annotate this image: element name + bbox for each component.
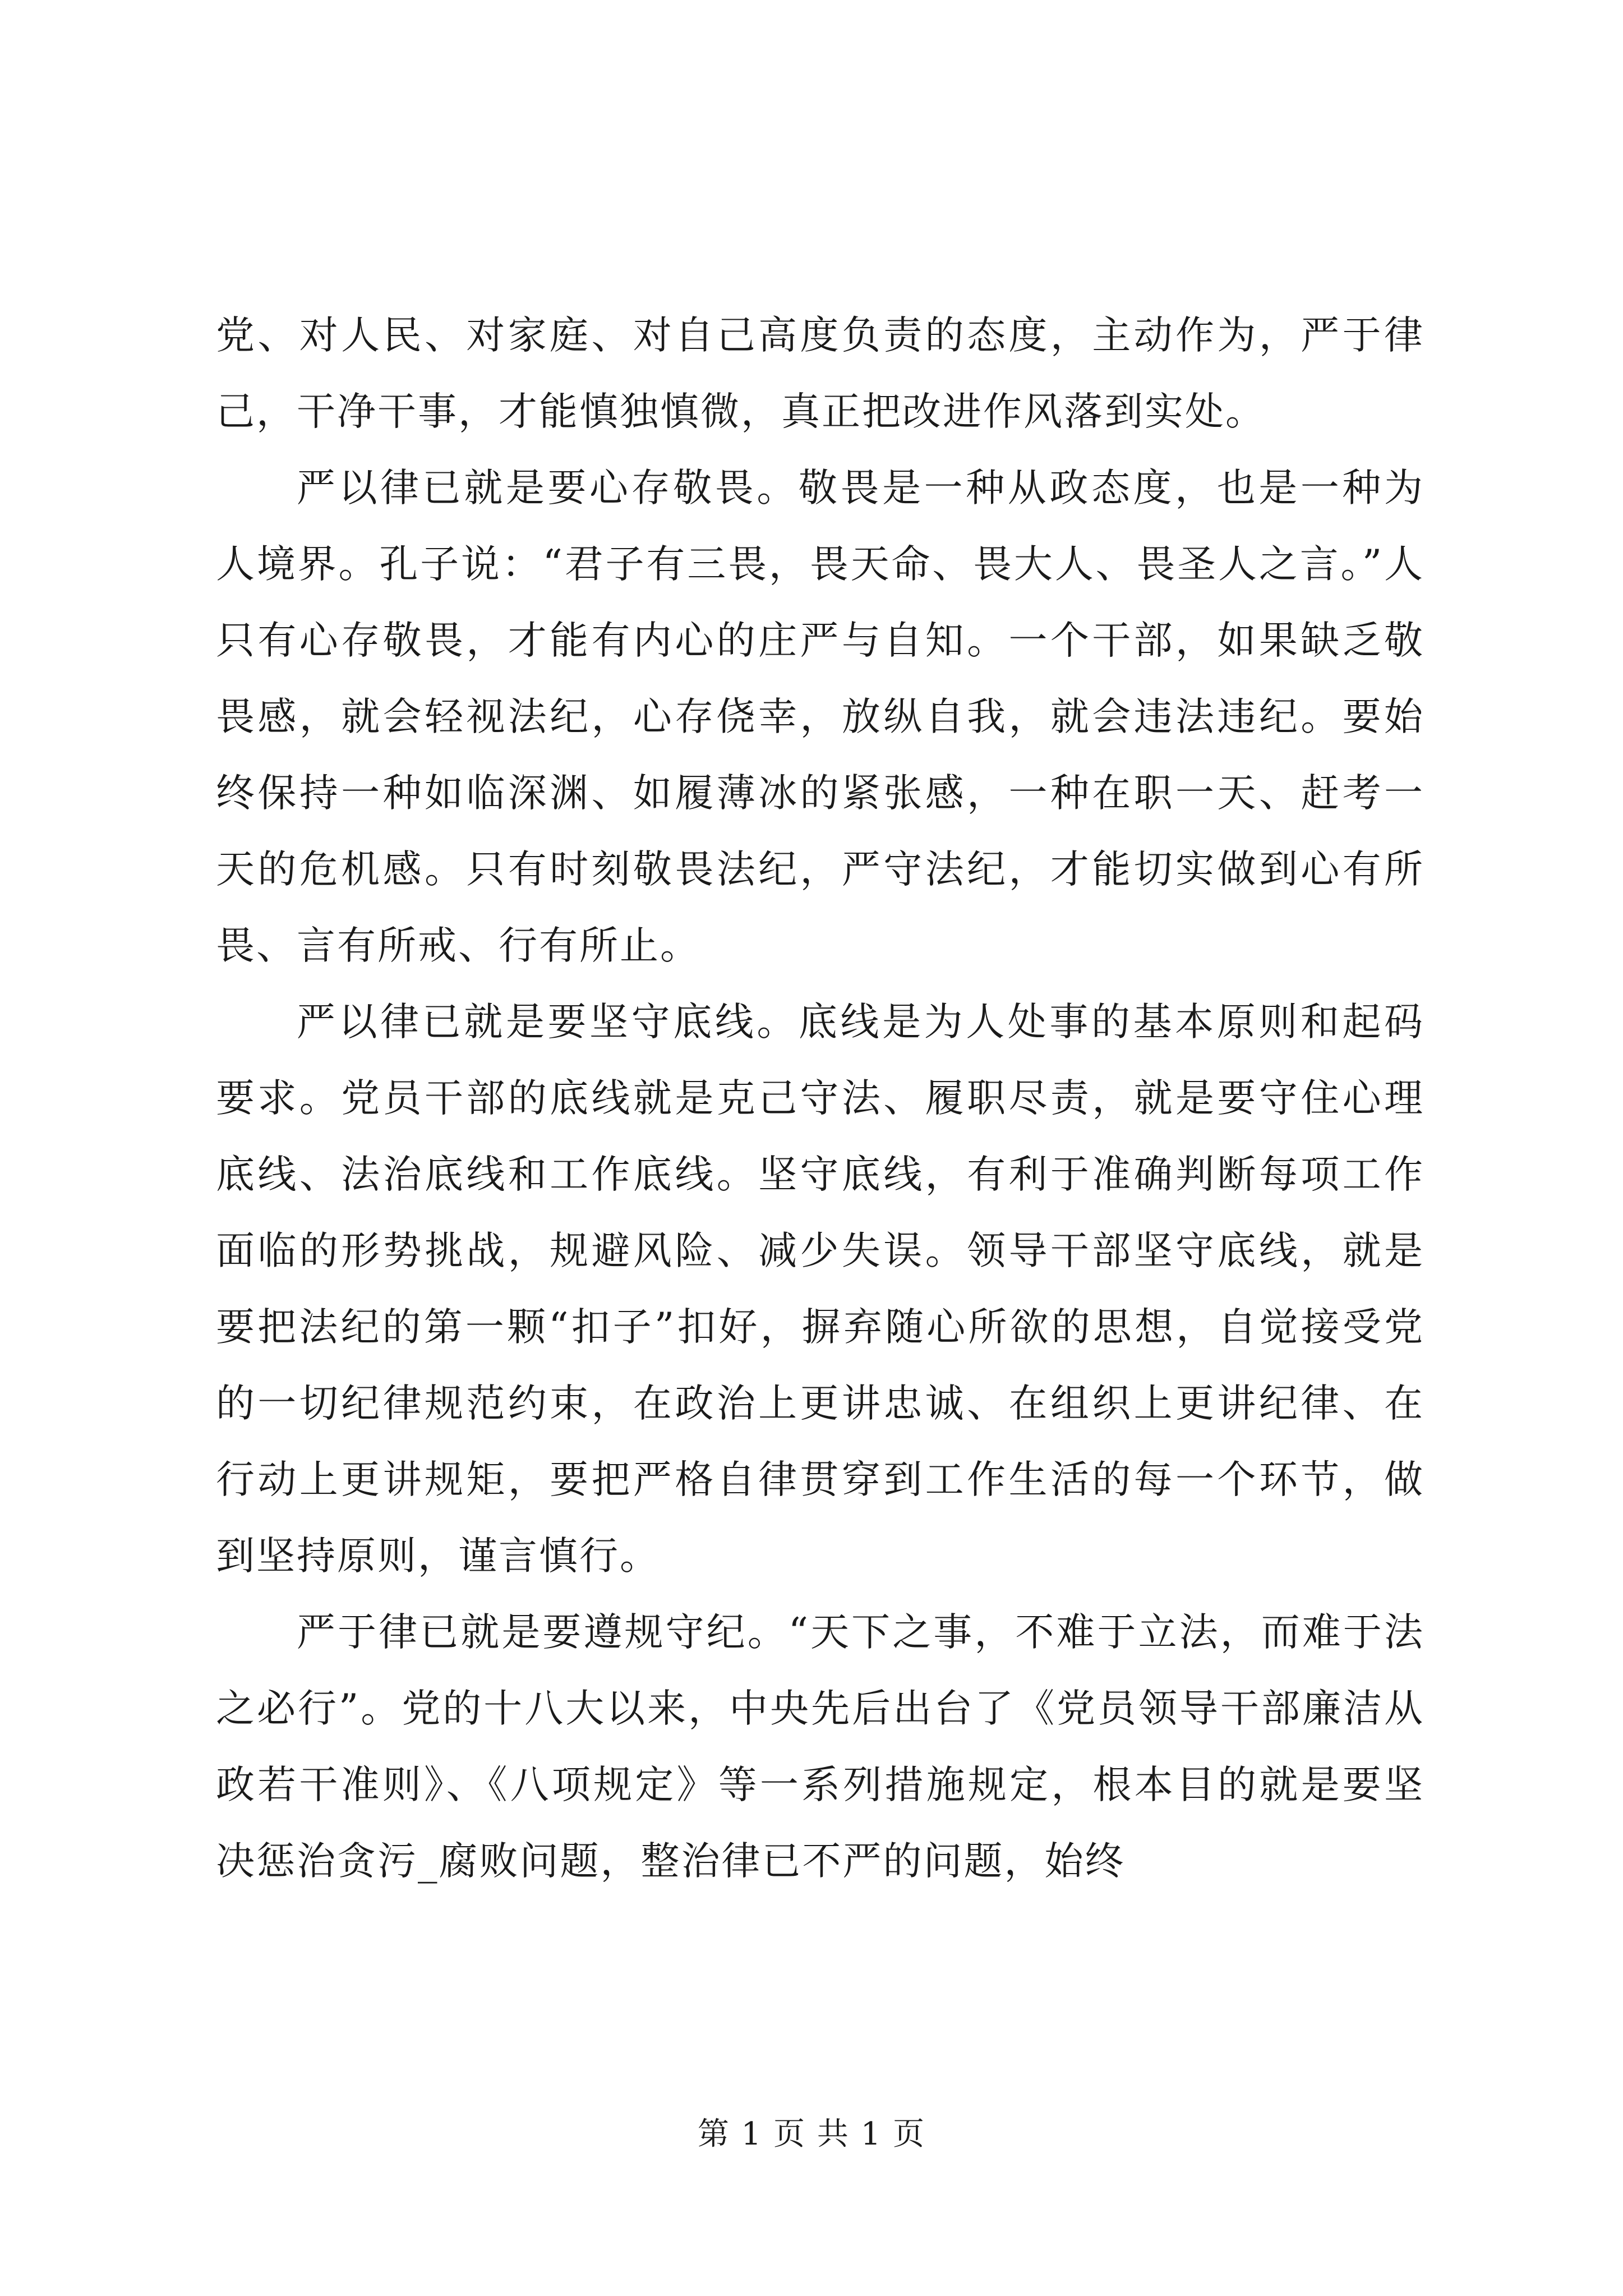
page-footer bbox=[0, 2109, 1623, 2154]
page-number-label: 第 1 页 共 1 页 bbox=[697, 2116, 926, 2152]
paragraph-2: 严以律已就是要心存敬畏。敬畏是一种从政态度，也是一种为人境界。孔子说：“君子有三畏，畏天命、畏大人、畏圣人之言。”人只有心存敬畏，才能有内心的庄严与自知。一个干部，如果缺乏敬畏感，就会轻视法纪，心存侥幸，放纵自我，就会违法违纪。要始终保持一种如临深渊、如履薄冰的紧张感，一种在职一天、赶考一天的危机感。只有时刻敬畏法纪，严守法纪，才能切实做到心有所畏、言有所戒、行有所止。 bbox=[216, 466, 1424, 968]
paragraph-3: 严以律已就是要坚守底线。底线是为人处事的基本原则和起码要求。党员干部的底线就是克己守法、履职尽责，就是要守住心理底线、法治底线和工作底线。坚守底线，有利于准确判断每项工作面临的形势挑战，规避风险、减少失误。领导干部坚守底线，就是要把法纪的第一颗“扣子”扣好，摒弃随心所欲的思想，自觉接受党的一切纪律规范约束，在政治上更讲忠诚、在组织上更讲纪律、在行动上更讲规矩，要把严格自律贯穿到工作生活的每一个环节，做到坚持原则，谨言慎行。 bbox=[216, 1000, 1424, 1579]
paragraph-1: 党、对人民、对家庭、对自己高度负责的态度，主动作为，严于律己，干净干事，才能慎独慎微，真正把改进作风落到实处。 bbox=[216, 313, 1424, 434]
body-text bbox=[216, 297, 1424, 1899]
paragraph-4: 严于律已就是要遵规守纪。“天下之事，不难于立法，而难于法之必行”。党的十八大以来，中央先后出台了《党员领导干部廉洁从政若干准则》、《八项规定》等一系列措施规定，根本目的就是要坚决惩治贪污_腐败问题，整治律已不严的问题，始终 bbox=[216, 1610, 1424, 1884]
